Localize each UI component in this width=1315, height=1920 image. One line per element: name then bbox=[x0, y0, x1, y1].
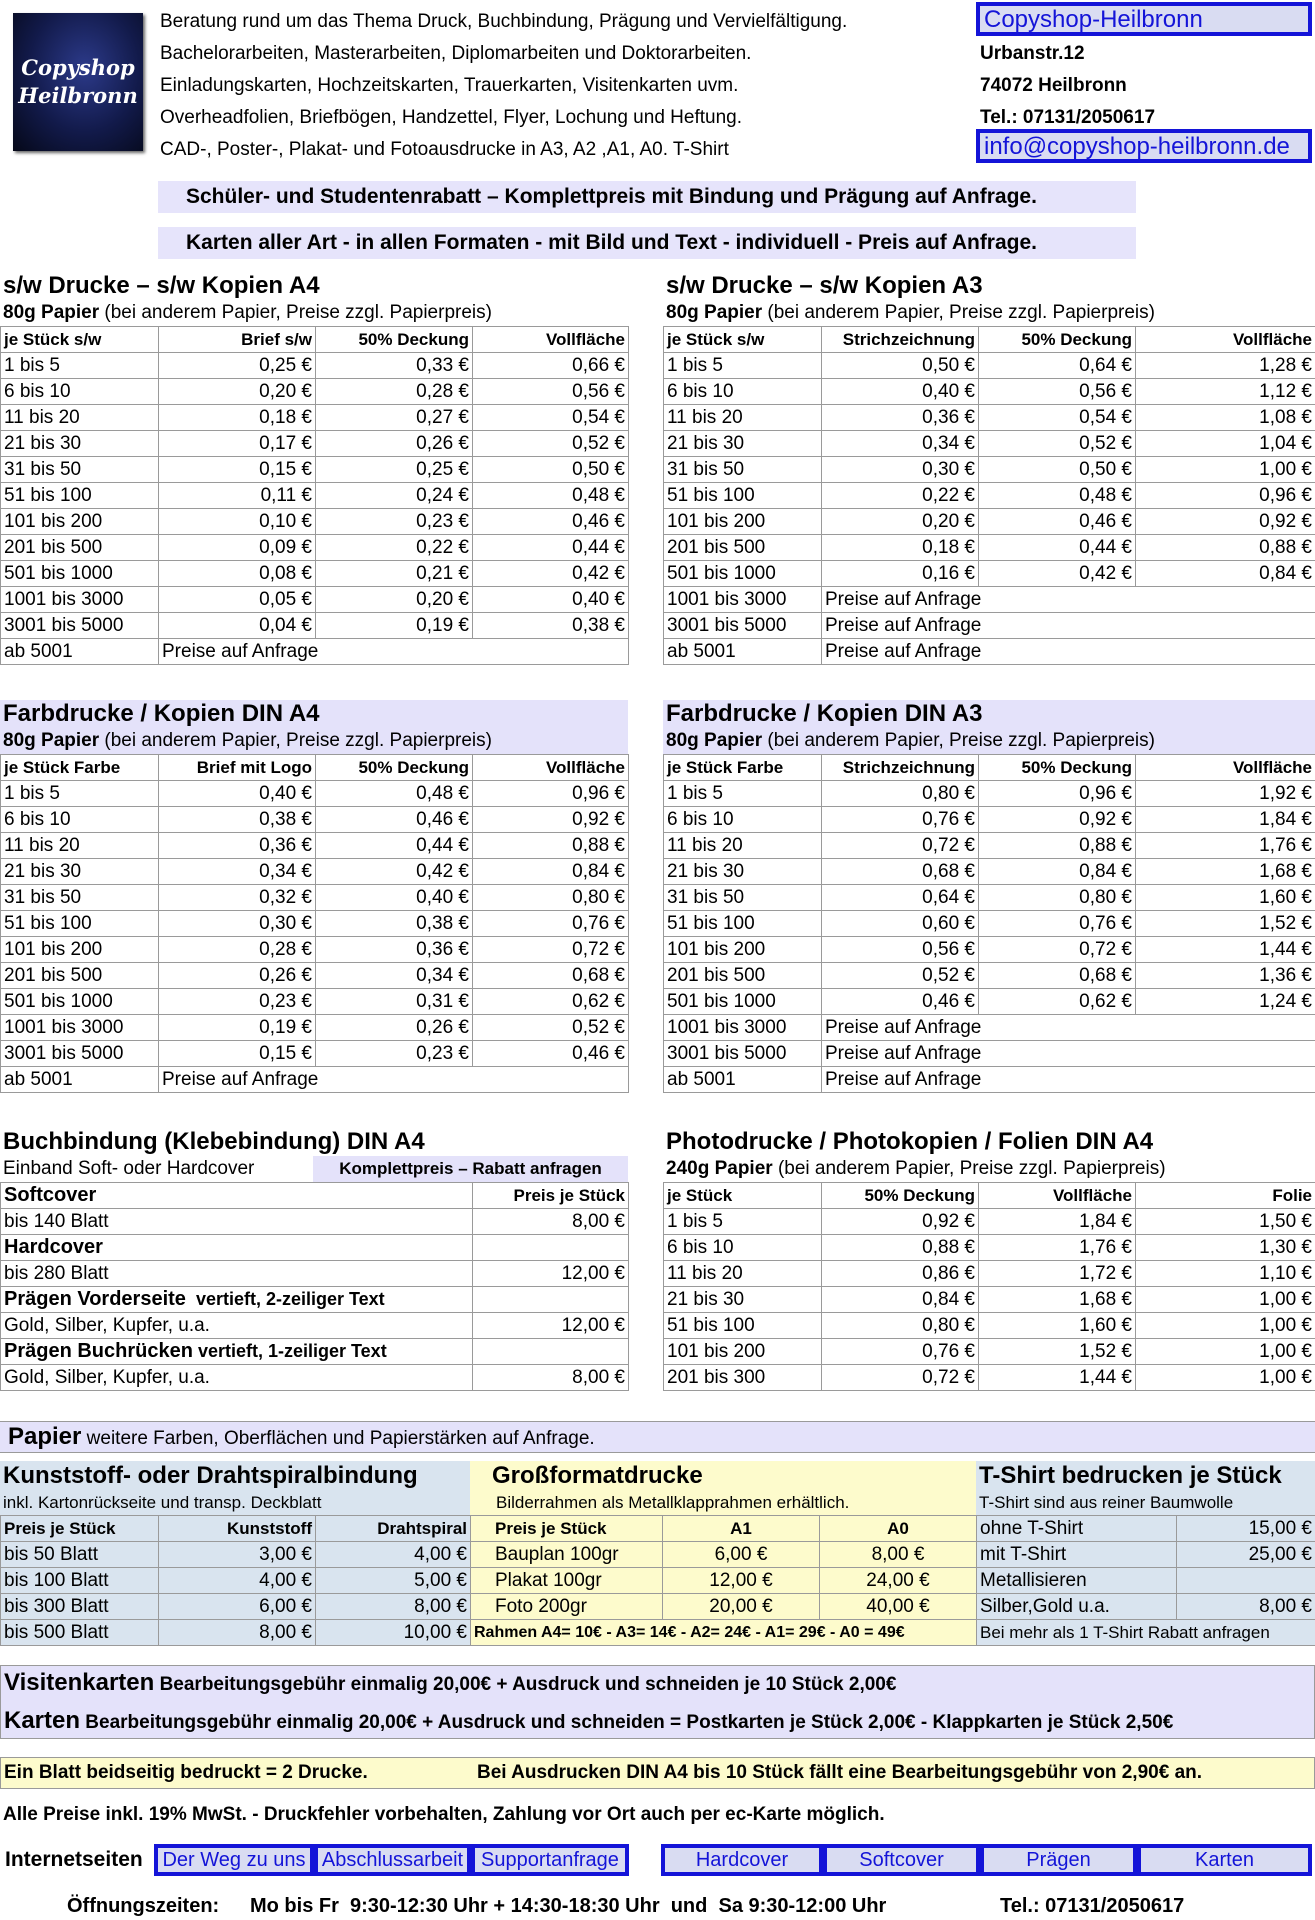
header-line-1: Beratung rund um das Thema Druck, Buchbindung, Prägung und Vervielfältigung. bbox=[160, 11, 848, 32]
table-row: bis 300 Blatt 6,00 € 8,00 € bbox=[1, 1594, 471, 1620]
table-row: 201 bis 500 0,26 € 0,34 € 0,68 € bbox=[1, 963, 629, 989]
table-row: 21 bis 30 0,34 € 0,42 € 0,84 € bbox=[1, 859, 629, 885]
section-title: Farbdrucke / Kopien DIN A4 bbox=[3, 700, 320, 727]
table-row: 11 bis 20 0,72 € 0,88 € 1,76 € bbox=[664, 833, 1315, 859]
section-title: Photodrucke / Photokopien / Folien DIN A4 bbox=[666, 1128, 1154, 1155]
table-row: 11 bis 20 0,36 € 0,54 € 1,08 € bbox=[664, 405, 1315, 431]
table-row: 51 bis 100 0,22 € 0,48 € 0,96 € bbox=[664, 483, 1315, 509]
table-row: 1001 bis 3000 0,05 € 0,20 € 0,40 € bbox=[1, 587, 629, 613]
nav-cards-link[interactable]: Karten bbox=[1137, 1844, 1312, 1876]
discount-badge: Komplettpreis – Rabatt anfragen bbox=[313, 1156, 628, 1182]
table-row: ab 5001 Preise auf Anfrage bbox=[1, 639, 629, 665]
table-row: 1001 bis 3000 0,19 € 0,26 € 0,52 € bbox=[1, 1015, 629, 1041]
opening-hours-label: Öffnungszeiten: bbox=[67, 1895, 220, 1917]
cards-banner: Karten aller Art - in allen Formaten - mit Bild und Text - individuell - Preis auf Anfrage. bbox=[158, 227, 1136, 259]
notice-bar: Ein Blatt beidseitig bedruckt = 2 Drucke. Bei Ausdrucken DIN A4 bis 10 Stück fällt eine Bearbeitungsgebühr von 2,90€ an. bbox=[0, 1757, 1315, 1789]
table-row: 6 bis 10 0,20 € 0,28 € 0,56 € bbox=[1, 379, 629, 405]
table-row: 11 bis 20 0,18 € 0,27 € 0,54 € bbox=[1, 405, 629, 431]
table-header-row: je Stück 50% Deckung Vollfläche Folie bbox=[664, 1183, 1315, 1209]
binding-header-row: Prägen Vorderseite vertieft, 2-zeiliger Text bbox=[1, 1287, 629, 1313]
table-row: 11 bis 20 0,86 € 1,72 € 1,10 € bbox=[664, 1261, 1315, 1287]
table-row: 21 bis 30 0,68 € 0,84 € 1,68 € bbox=[664, 859, 1315, 885]
sw-a3-table bbox=[663, 326, 1315, 665]
table-row: 201 bis 500 0,52 € 0,68 € 1,36 € bbox=[664, 963, 1315, 989]
table-row: ab 5001 Preise auf Anfrage bbox=[664, 639, 1315, 665]
table-row: 101 bis 200 0,56 € 0,72 € 1,44 € bbox=[664, 937, 1315, 963]
header-line-4: Overheadfolien, Briefbögen, Handzettel, Flyer, Lochung und Heftung. bbox=[160, 107, 742, 128]
table-row: ab 5001 Preise auf Anfrage bbox=[664, 1067, 1315, 1093]
header-line-5: CAD-, Poster-, Plakat- und Fotoausdrucke in A3, A2 ,A1, A0. T-Shirt bbox=[160, 139, 729, 160]
phone-number: Tel.: 07131/2050617 bbox=[980, 107, 1156, 128]
table-row: 101 bis 200 0,76 € 1,52 € 1,00 € bbox=[664, 1339, 1315, 1365]
table-row: 3001 bis 5000 Preise auf Anfrage bbox=[664, 613, 1315, 639]
binding-detail-row: bis 280 Blatt 12,00 € bbox=[1, 1261, 629, 1287]
binding-header-row: Prägen Buchrücken vertieft, 1-zeiliger Text bbox=[1, 1339, 629, 1365]
paper-bar: Papier weitere Farben, Oberflächen und Papierstärken auf Anfrage. bbox=[0, 1421, 1315, 1453]
nav-label: Internetseiten bbox=[5, 1848, 143, 1871]
table-row: Metallisieren bbox=[977, 1568, 1315, 1594]
street-address: Urbanstr.12 bbox=[980, 43, 1085, 64]
table-row: 21 bis 30 0,34 € 0,52 € 1,04 € bbox=[664, 431, 1315, 457]
table-row: mit T-Shirt 25,00 € bbox=[977, 1542, 1315, 1568]
student-discount-banner: Schüler- und Studentenrabatt – Komplettpreis mit Bindung und Prägung auf Anfrage. bbox=[158, 181, 1136, 213]
header-line-2: Bachelorarbeiten, Masterarbeiten, Diplomarbeiten und Doktorarbeiten. bbox=[160, 43, 752, 64]
table-row: 3001 bis 5000 Preise auf Anfrage bbox=[664, 1041, 1315, 1067]
table-row: 1 bis 5 0,80 € 0,96 € 1,92 € bbox=[664, 781, 1315, 807]
section-title: Farbdrucke / Kopien DIN A3 bbox=[666, 700, 983, 727]
table-row: 101 bis 200 0,28 € 0,36 € 0,72 € bbox=[1, 937, 629, 963]
nav-softcover-link[interactable]: Softcover bbox=[823, 1844, 980, 1876]
binding-section bbox=[0, 1128, 628, 1391]
table-row: 1 bis 5 0,25 € 0,33 € 0,66 € bbox=[1, 353, 629, 379]
section-subtitle: 80g Papier (bei anderem Papier, Preise zzgl. Papierpreis) bbox=[666, 730, 1155, 751]
table-header-row: Preis je Stück A1 A0 bbox=[471, 1516, 977, 1542]
table-row: 101 bis 200 0,10 € 0,23 € 0,46 € bbox=[1, 509, 629, 535]
city-address: 74072 Heilbronn bbox=[980, 75, 1127, 96]
table-row: 1001 bis 3000 Preise auf Anfrage bbox=[664, 1015, 1315, 1041]
table-row: 3001 bis 5000 0,04 € 0,19 € 0,38 € bbox=[1, 613, 629, 639]
email-link[interactable]: info@copyshop-heilbronn.de bbox=[976, 129, 1312, 163]
nav-thesis-link[interactable]: Abschlussarbeit bbox=[314, 1844, 471, 1876]
table-row: 6 bis 10 0,38 € 0,46 € 0,92 € bbox=[1, 807, 629, 833]
section-subtitle: Bilderrahmen als Metallklapprahmen erhältlich. bbox=[496, 1493, 850, 1512]
table-row: 501 bis 1000 0,08 € 0,21 € 0,42 € bbox=[1, 561, 629, 587]
table-row: 1 bis 5 0,40 € 0,48 € 0,96 € bbox=[1, 781, 629, 807]
large-format-section bbox=[470, 1461, 976, 1646]
table-row: 51 bis 100 0,30 € 0,38 € 0,76 € bbox=[1, 911, 629, 937]
table-row: Silber,Gold u.a. 8,00 € bbox=[977, 1594, 1315, 1620]
binding-header-row: Hardcover bbox=[1, 1235, 629, 1261]
table-row: 6 bis 10 0,76 € 0,92 € 1,84 € bbox=[664, 807, 1315, 833]
shop-name-link[interactable]: Copyshop-Heilbronn bbox=[976, 2, 1312, 36]
table-row: 6 bis 10 0,40 € 0,56 € 1,12 € bbox=[664, 379, 1315, 405]
section-title: s/w Drucke – s/w Kopien A3 bbox=[666, 272, 983, 299]
table-row: 21 bis 30 0,17 € 0,26 € 0,52 € bbox=[1, 431, 629, 457]
table-row: 1 bis 5 0,50 € 0,64 € 1,28 € bbox=[664, 353, 1315, 379]
header-line-3: Einladungskarten, Hochzeitskarten, Trauerkarten, Visitenkarten uvm. bbox=[160, 75, 739, 96]
table-row: 51 bis 100 0,11 € 0,24 € 0,48 € bbox=[1, 483, 629, 509]
section-subtitle: 80g Papier (bei anderem Papier, Preise zzgl. Papierpreis) bbox=[666, 302, 1155, 323]
spiral-table bbox=[0, 1515, 471, 1646]
table-row: Plakat 100gr 12,00 € 24,00 € bbox=[471, 1568, 977, 1594]
table-row: 51 bis 100 0,80 € 1,60 € 1,00 € bbox=[664, 1313, 1315, 1339]
large-format-table bbox=[470, 1515, 977, 1646]
table-row: 31 bis 50 0,32 € 0,40 € 0,80 € bbox=[1, 885, 629, 911]
section-subtitle: 240g Papier (bei anderem Papier, Preise zzgl. Papierpreis) bbox=[666, 1158, 1166, 1179]
binding-table bbox=[0, 1182, 629, 1391]
table-row: 31 bis 50 0,30 € 0,50 € 1,00 € bbox=[664, 457, 1315, 483]
nav-embossing-link[interactable]: Prägen bbox=[980, 1844, 1137, 1876]
cards-box bbox=[0, 1665, 1315, 1739]
table-row: 201 bis 500 0,18 € 0,44 € 0,88 € bbox=[664, 535, 1315, 561]
binding-detail-row: Gold, Silber, Kupfer, u.a. 8,00 € bbox=[1, 1365, 629, 1391]
nav-directions-link[interactable]: Der Weg zu uns bbox=[154, 1844, 314, 1876]
sw-a3-section bbox=[663, 272, 1315, 665]
table-row: 1 bis 5 0,92 € 1,84 € 1,50 € bbox=[664, 1209, 1315, 1235]
opening-hours: Mo bis Fr 9:30-12:30 Uhr + 14:30-18:30 Uhr und Sa 9:30-12:00 Uhr bbox=[250, 1895, 887, 1917]
tshirt-note-row: Bei mehr als 1 T-Shirt Rabatt anfragen bbox=[977, 1620, 1315, 1646]
section-title: s/w Drucke – s/w Kopien A4 bbox=[3, 272, 320, 299]
table-row: bis 100 Blatt 4,00 € 5,00 € bbox=[1, 1568, 471, 1594]
table-row: 1001 bis 3000 Preise auf Anfrage bbox=[664, 587, 1315, 613]
section-title: Buchbindung (Klebebindung) DIN A4 bbox=[3, 1128, 425, 1155]
nav-hardcover-link[interactable]: Hardcover bbox=[661, 1844, 823, 1876]
frame-price-row: Rahmen A4= 10€ - A3= 14€ - A2= 24€ - A1= 29€ - A0 = 49€ bbox=[471, 1620, 977, 1646]
table-row: 11 bis 20 0,36 € 0,44 € 0,88 € bbox=[1, 833, 629, 859]
table-header-row: je Stück Farbe Strichzeichnung 50% Deckung Vollfläche bbox=[664, 755, 1315, 781]
table-header-row: je Stück s/w Brief s/w 50% Deckung Vollfläche bbox=[1, 327, 629, 353]
table-row: Foto 200gr 20,00 € 40,00 € bbox=[471, 1594, 977, 1620]
copyshop-logo: Copyshop Heilbronn bbox=[13, 13, 143, 151]
table-header-row: je Stück s/w Strichzeichnung 50% Deckung Vollfläche bbox=[664, 327, 1315, 353]
table-row: 6 bis 10 0,88 € 1,76 € 1,30 € bbox=[664, 1235, 1315, 1261]
tshirt-table bbox=[976, 1515, 1315, 1646]
vat-note: Alle Preise inkl. 19% MwSt. - Druckfehler vorbehalten, Zahlung vor Ort auch per ec-Karte möglich. bbox=[3, 1804, 885, 1825]
table-row: 51 bis 100 0,60 € 0,76 € 1,52 € bbox=[664, 911, 1315, 937]
binding-detail-row: Gold, Silber, Kupfer, u.a. 12,00 € bbox=[1, 1313, 629, 1339]
section-subtitle: Einband Soft- oder Hardcover Komplettpreis – Rabatt anfragen bbox=[0, 1156, 628, 1182]
business-cards-line: Visitenkarten Bearbeitungsgebühr einmalig 20,00€ + Ausdruck und schneiden je 10 Stück 2,00€ bbox=[4, 1669, 897, 1696]
section-subtitle: 80g Papier (bei anderem Papier, Preise zzgl. Papierpreis) bbox=[3, 730, 492, 751]
table-row: 201 bis 300 0,72 € 1,44 € 1,00 € bbox=[664, 1365, 1315, 1391]
table-row: 501 bis 1000 0,46 € 0,62 € 1,24 € bbox=[664, 989, 1315, 1015]
table-row: Bauplan 100gr 6,00 € 8,00 € bbox=[471, 1542, 977, 1568]
footer-phone: Tel.: 07131/2050617 bbox=[1000, 1895, 1185, 1917]
table-header-row: Preis je Stück Kunststoff Drahtspiral bbox=[1, 1516, 471, 1542]
table-row: ab 5001 Preise auf Anfrage bbox=[1, 1067, 629, 1093]
color-a3-section bbox=[663, 700, 1315, 1093]
section-subtitle: T-Shirt sind aus reiner Baumwolle bbox=[979, 1493, 1234, 1512]
nav-support-link[interactable]: Supportanfrage bbox=[471, 1844, 629, 1876]
table-header-row: je Stück Farbe Brief mit Logo 50% Deckung Vollfläche bbox=[1, 755, 629, 781]
color-a4-table bbox=[0, 754, 629, 1093]
section-title: Großformatdrucke bbox=[492, 1462, 703, 1489]
table-row: 31 bis 50 0,15 € 0,25 € 0,50 € bbox=[1, 457, 629, 483]
table-row: bis 50 Blatt 3,00 € 4,00 € bbox=[1, 1542, 471, 1568]
tshirt-section bbox=[976, 1461, 1315, 1646]
section-subtitle: 80g Papier (bei anderem Papier, Preise zzgl. Papierpreis) bbox=[3, 302, 492, 323]
color-a3-table bbox=[663, 754, 1315, 1093]
spiral-section bbox=[0, 1461, 470, 1646]
table-row: 201 bis 500 0,09 € 0,22 € 0,44 € bbox=[1, 535, 629, 561]
section-title: Kunststoff- oder Drahtspiralbindung bbox=[3, 1462, 418, 1489]
binding-detail-row: bis 140 Blatt 8,00 € bbox=[1, 1209, 629, 1235]
table-row: 501 bis 1000 0,16 € 0,42 € 0,84 € bbox=[664, 561, 1315, 587]
table-row: 501 bis 1000 0,23 € 0,31 € 0,62 € bbox=[1, 989, 629, 1015]
sw-a4-section bbox=[0, 272, 628, 665]
table-row: bis 500 Blatt 8,00 € 10,00 € bbox=[1, 1620, 471, 1646]
photo-table bbox=[663, 1182, 1315, 1391]
section-title: T-Shirt bedrucken je Stück bbox=[979, 1462, 1282, 1489]
table-row: ohne T-Shirt 15,00 € bbox=[977, 1516, 1315, 1542]
section-subtitle: inkl. Kartonrückseite und transp. Deckblatt bbox=[3, 1493, 322, 1512]
cards-line: Karten Bearbeitungsgebühr einmalig 20,00€ + Ausdruck und schneiden = Postkarten je Stück 2,00€ - Klappkarten je Stück 2,50€ bbox=[4, 1707, 1174, 1734]
table-row: 101 bis 200 0,20 € 0,46 € 0,92 € bbox=[664, 509, 1315, 535]
table-row: 31 bis 50 0,64 € 0,80 € 1,60 € bbox=[664, 885, 1315, 911]
photo-section bbox=[663, 1128, 1315, 1391]
sw-a4-table bbox=[0, 326, 629, 665]
binding-header-row: Softcover Preis je Stück bbox=[1, 1183, 629, 1209]
color-a4-section bbox=[0, 700, 628, 1093]
table-row: 3001 bis 5000 0,15 € 0,23 € 0,46 € bbox=[1, 1041, 629, 1067]
table-row: 21 bis 30 0,84 € 1,68 € 1,00 € bbox=[664, 1287, 1315, 1313]
